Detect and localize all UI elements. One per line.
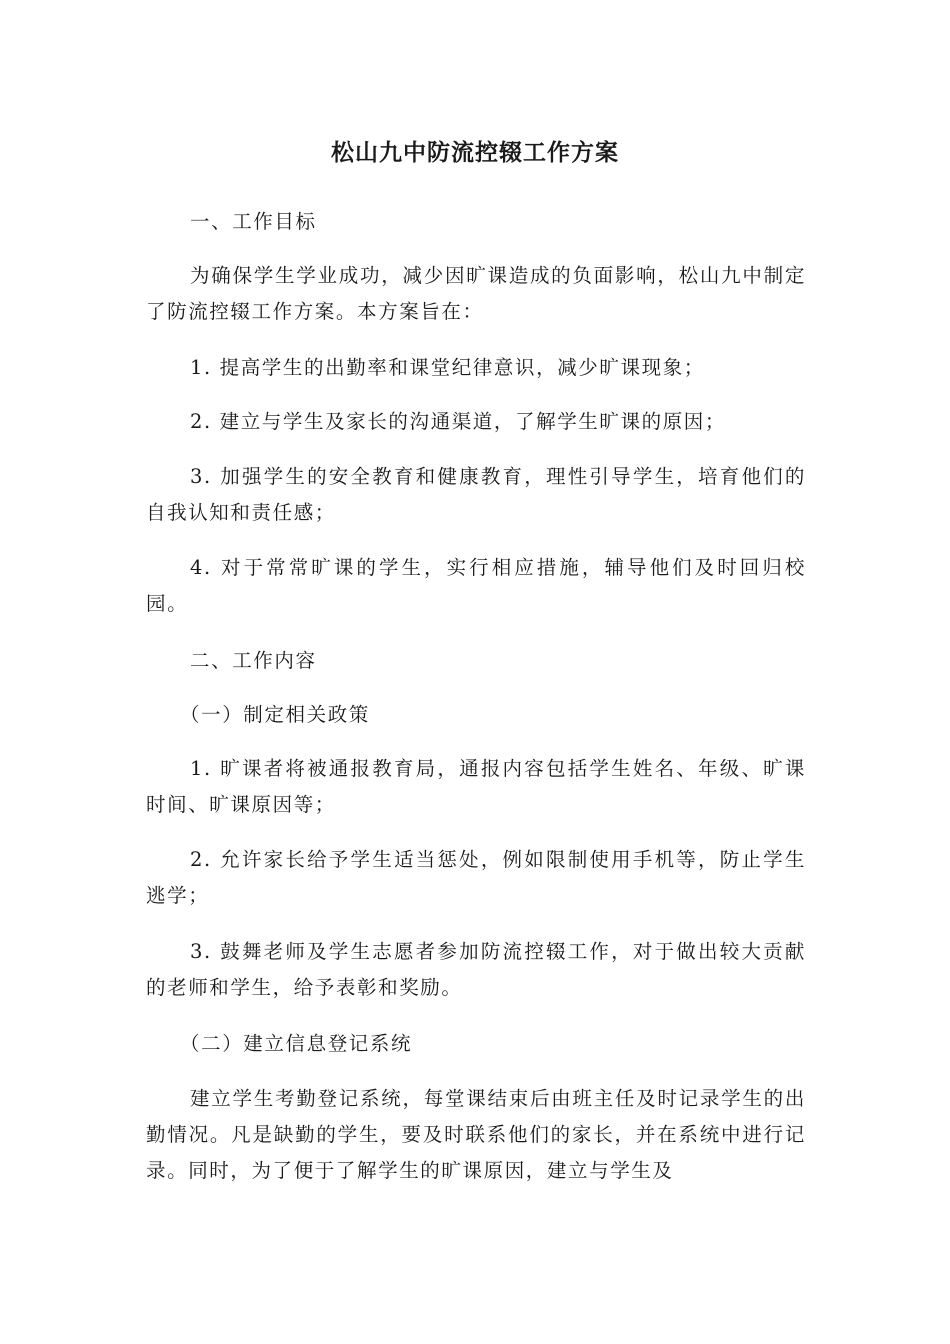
document-title: 松山九中防流控辍工作方案	[331, 140, 619, 166]
paragraph-intro: 为确保学生学业成功，减少因旷课造成的负面影响，松山九中制定了防流控辍工作方案。本方案旨在：	[146, 264, 806, 323]
policy-item-3: 3. 鼓舞老师及学生志愿者参加防流控辍工作，对于做出较大贡献的老师和学生，给予表彰和奖励。	[146, 940, 806, 999]
paragraph-registration: 建立学生考勤登记系统，每堂课结束后由班主任及时记录学生的出勤情况。凡是缺勤的学生，要及时联系他们的家长，并在系统中进行记录。同时，为了便于了解学生的旷课原因，建立与学生及	[146, 1087, 806, 1182]
goal-item-4: 4. 对于常常旷课的学生，实行相应措施，辅导他们及时回归校园。	[146, 556, 806, 615]
subsection-heading-registration: （二）建立信息登记系统	[180, 1032, 413, 1055]
goal-item-3: 3. 加强学生的安全教育和健康教育，理性引导学生，培育他们的自我认知和责任感；	[146, 465, 806, 524]
goal-item-2: 2. 建立与学生及家长的沟通渠道，了解学生旷课的原因；	[190, 410, 727, 433]
goal-item-1: 1. 提高学生的出勤率和课堂纪律意识，减少旷课现象；	[190, 356, 705, 379]
policy-item-2: 2. 允许家长给予学生适当惩处，例如限制使用手机等，防止学生逃学；	[146, 848, 806, 907]
section-heading-goals: 一、工作目标	[190, 210, 317, 233]
policy-item-1: 1. 旷课者将被通报教育局，通报内容包括学生姓名、年级、旷课时间、旷课原因等；	[146, 757, 806, 816]
subsection-heading-policy: （一）制定相关政策	[180, 703, 370, 726]
section-heading-content: 二、工作内容	[190, 649, 317, 672]
